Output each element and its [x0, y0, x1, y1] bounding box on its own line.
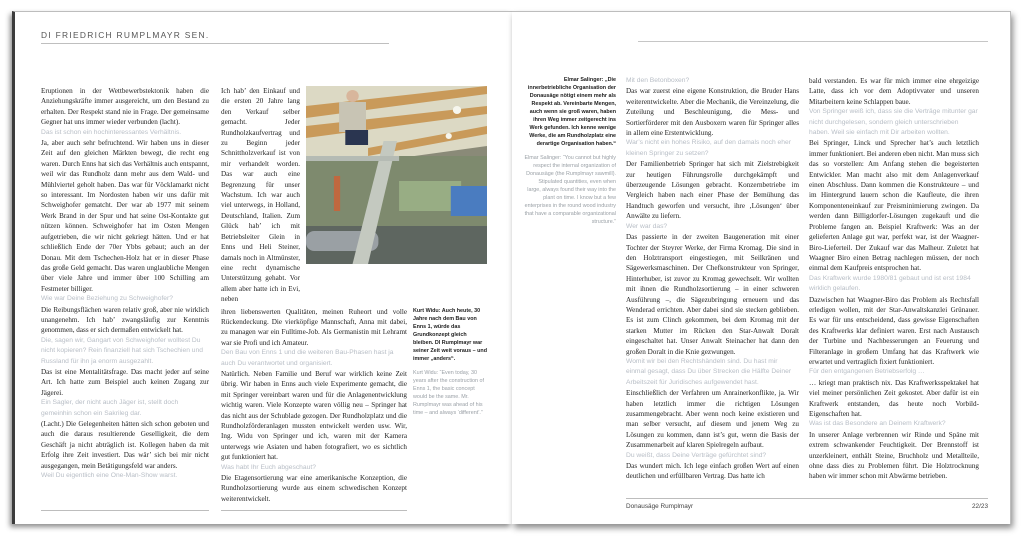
footer-rule	[221, 510, 407, 511]
column-2-bottom-row	[221, 307, 487, 505]
interview-question: Womit wir bei den Rechtshändeln sind. Du hast mir einmal gesagt, dass Du über Strecken die Hälfte Deiner Arbeitszeit für Juridisches aufgewendet hast.	[626, 357, 792, 386]
page-numbers: 22/23	[972, 503, 988, 511]
interview-answer: Das passierte in der zweiten Baugeneration mit einer Tochter der Steyrer Werke, der Firma Kromag. Die sind in den Holztransport eingestiegen, mit Seilkränen und Sägewerksmaschinen. Der Chefkonstrukteur von Springer, Hinterhuber, ist zuvor zu Kromag gewechselt. Wir wollten mit ihnen die Rundholzsortierung – in einer schweren Ausführung –, die Sägezubringung erneuern und das Wenderad errichten. Aber dabei sind sie stecken geblieben. Es ist zum Clinch gekommen, bei dem Kromag mit der starken Mutter im Rücken den Star-Anwalt Doralt eingeschaltet hat. Unser Anwalt Steinacher hat dann den großen Doralt in die Knie gezwungen.	[626, 233, 799, 356]
caption-widu	[413, 307, 487, 417]
interview-question: Was habt Ihr Euch abgeschaut?	[221, 463, 316, 471]
left-page	[12, 11, 512, 524]
interview-question: War’s nicht ein hohes Risiko, auf den damals noch eher kleinen Springer zu setzen?	[626, 139, 791, 157]
interview-answer: Eruptionen in der Wettbewerbstektonik haben die Anziehungskräfte immer ausgereicht, um den Bestand zu erhalten. Der Respekt stand nie in Frage. Der gemeinsame Gegner hat uns immer wieder verbunden (lacht).	[41, 87, 209, 127]
footer-text-row	[626, 499, 988, 510]
header-rule-right	[638, 41, 988, 42]
caption-salinger	[524, 76, 616, 226]
column-3	[626, 76, 799, 482]
right-footer	[626, 498, 988, 510]
interview-question: Du weißt, dass Deine Verträge gefürchtet sind?	[626, 451, 767, 459]
interview-answer: Das ist eine Mentalitätsfrage. Das macht jeder auf seine Art. Ich hatte zum Beispiel auch keinen Zugang zur Jägerei.	[41, 367, 209, 397]
sawmill-photo	[306, 86, 487, 264]
caption-widu-en: Kurt Widu: “Even today, 30 years after the construction of Enns 1, the basic concept would be the same. Mr. Rumplmayr was ahead of his time – and always ‘different’.”	[413, 369, 485, 416]
interview-question: Den Bau von Enns 1 und die weiteren Bau-Phasen hast ja auch Du verantwortet und organisiert.	[221, 349, 394, 367]
interview-answer: Die Reibungsflächen waren relativ groß, aber nie wirklich unangenehm. Ich hab’ zwangsläufig zur Kenntnis genommen, dass er sich dermaßen entwickelt hat.	[41, 305, 209, 335]
caption-widu-de: Kurt Widu: Auch heute, 30 Jahre nach dem Bau von Enns 1, würde das Grundkonzept gleich bleiben. DI Rumplmayr war seiner Zeit weit voraus – und immer „anders“.	[413, 307, 487, 362]
interview-answer: Das war zuerst eine eigene Konstruktion, die Bruder Hans weiterentwickelte. Aber die Mechanik, die Vereinzelung, die Zuteilung und Beschleunigung, die Mess- und Sortierförderer mit den Ausboxern waren für Springer alles in allem eine Erstentwicklung.	[626, 87, 799, 138]
footer-publication: Donausäge Rumplmayr	[626, 503, 694, 511]
interview-question: Die, sagen wir, Gangart von Schweighofer wolltest Du nicht kopieren? Rein finanziell hat sich Tschechien und Russland für ihn ja enorm ausgezahlt.	[41, 336, 203, 365]
interview-answer: Natürlich. Neben Familie und Beruf war wirklich keine Zeit übrig. Wir haben in Enns auch viele Experimente gemacht, die mit Springer vereinbart waren und für die Anlagenentwicklung wichtig waren. Viele Konzepte waren völlig neu – Springer hat das nicht aus der Schublade gezogen. Der Rundholzplatz und die Rundholzförderanlagen mussten entwickelt werden usw. Wir, Ing. Widu von Springer und ich, waren mit der Kamera unterwegs wie Asiaten und haben fotografiert, wo es sichtlich gut funktioniert hat.	[221, 369, 407, 462]
interview-answer: (Lacht.) Die Gelegenheiten hätten sich schon geboten und auch die daraus resultierende Geselligkeit, die dem Geschäft ja nicht abträglich ist. Kollegen haben da mit Erfolg ihre Zeit investiert. Das wär’ sich bei mir nicht ausgegangen, mein Betätigungsfeld war anders.	[41, 420, 209, 470]
interview-question: Was ist das Besondere an Deinem Kraftwerk?	[809, 420, 946, 428]
interview-answer: Bei Springer, Linck und Sprecher hat’s auch letztlich immer funktioniert. Bei anderen eben nicht. Man muss sich das so vorstellen: Am Anfang stehen die begeisterten Entwickler. Man macht also mit dem Anlagenverkauf einen Abschluss. Dann kommen die Konstrukteure – und im Hintergrund lauern schon die Kaufleute, die ihren Komponenteneinkauf zur Preisminimierung zwingen. Da werden dann Billigdorfer-Lösungen zugekauft und die Probleme fangen an. Beispiel Kraftwerk: Was an der gelieferten Anlage gut war, perfekt war, ist der Waagner-Biro-Lieferteil. Der Zukauf war das Malheur. Zuletzt hat Waagner Biro einen Betrag nachlegen müssen, der noch einmal dem Kaufpreis entsprochen hat.	[809, 139, 979, 273]
interview-answer: Das wundert mich. Ich lege einfach großen Wert auf einen deutlichen und erfüllbaren Vertrag. Das hatte ich	[626, 462, 799, 481]
right-body	[524, 76, 988, 492]
running-header: DI FRIEDRICH RUMPLMAYR SEN.	[41, 30, 389, 44]
right-page	[512, 11, 1011, 524]
column-2-block	[221, 86, 487, 504]
column-2-bottom	[221, 307, 407, 505]
column-4	[809, 76, 979, 482]
column-1	[41, 86, 209, 481]
interview-question: Mit den Betonboxen?	[626, 77, 690, 84]
photo-sawmill-icon	[306, 86, 487, 264]
interview-question: Wie war Deine Beziehung zu Schweighofer?	[41, 295, 173, 303]
interview-question: Das ist schon ein hochinteressantes Verhältnis.	[41, 128, 182, 136]
left-body	[41, 86, 490, 504]
interview-answer: Ja, aber auch sehr befruchtend. Wir haben uns in dieser Zeit auf den gleichen Märkten bewegt, die recht eng waren. Durch Enns hat sich das Verhältnis auch entspannt, weil wir das Rundholz dann mehr aus dem Wald- und Mühlviertel geholt haben. Das war für Vöcklamarkt nicht so interessant. Im Nordosten haben wir uns dafür mit Schweighofer gematcht. Der war ab 1977 mit seinem Werk Brand in der Spur und hat seine Ost-Kontakte gut nützen können. Schweighofer hat im Osten Mengen aufgetrieben, die wir nicht gekriegt hätten. Und er hat schließlich Ende der 70er Ybbs gebaut; auch an der Donau. Mit dem Tschechen-Holz hat er in dieser Phase das große Geld gemacht. Das waren unglaubliche Mengen über viele Jahre und immer über 100 Schilling am Festmeter billiger.	[41, 139, 209, 293]
interview-question: Für den entgangenen Betriebserfolg …	[809, 368, 925, 376]
interview-answer: Dazwischen hat Waagner-Biro das Problem als Rechtsfall erledigen wollen, mit der Star-Anwaltskanzlei Grünauer. Es war für uns entscheidend, dass gewisse Eigenschaften des Kraftwerks klar definiert waren. Erst nach Austausch der Turbine und Nachbesserungen an Feuerung und Filteranlage in großem Umfang hat das Kraftwerk wie erwartet und vertraglich fixiert funktioniert.	[809, 295, 979, 366]
interview-answer: In unserer Anlage verbrennen wir Rinde und Späne mit extrem schwankender Feuchtigkeit. Der Brennstoff ist unzerkleinert, enthält Steine, Bruchholz und Metallteile, ohne dass dies zu Problemen führt. Die Holztrocknung haben wir immer schon mit Abwärme betrieben.	[809, 430, 979, 481]
interview-answer: Die Etagensortierung war eine amerikanische Konzeption, die Rundholzsortierung wurde aus einem schwedischen Konzept weiterentwickelt.	[221, 474, 407, 503]
caption-salinger-en: Elmar Salinger: “You cannot but highly respect the internal organization of Donausäge (the Rumplmayr sawmill). Stipulated quantities, even when large, always found their way into the plant on time. I know but a few enterprises in the round wood industry that have a comparable organizational structure.”	[524, 155, 616, 225]
interview-answer: Einschließlich der Verfahren um Anrainerkonflikte, ja. Wir haben letztlich immer die richtigen Lösungen zusammengebracht. Aber wenn noch keine existieren und man selber versucht, auf diesem und jenem Weg zu Lösungen zu kommen, dann ist’s gut, wenn die Basis der Zusammenarbeit auf klaren Spielregeln aufbaut.	[626, 389, 799, 450]
column-2-top-row	[221, 86, 487, 305]
interview-answer: Ich hab’ den Einkauf und die ersten 20 Jahre lang den Verkauf selber gemacht. Jeder Rundholzkaufvertrag und zu Beginn jeder Schnittholzverkauf ist von mir verhandelt worden. Das war auch eine Begrenzung für unser Wachstum. Ich war auch viel unterwegs, in Holland, Deutschland, Italien. Zum Glück hab’ ich mit Betriebsleiter Glein in Enns und Heli Steiner, damals noch in Altmünster, eine recht dynamische Unterstützung gehabt. Vor allem aber hatte ich in Evi, neben	[221, 87, 300, 304]
interview-question: Das Kraftwerk wurde 1980/81 gebaut und ist erst 1984 wirklich gelaufen.	[809, 274, 971, 293]
interview-answer: ihren liebenswerten Qualitäten, meinen Ruheort und volle Rückendeckung. Die vierköpfige Mannschaft, Anna mit dabei, zu managen war ein Fulltime-Job. Als Germanistin mit Lehramt war sie Profi und ich Amateur.	[221, 307, 407, 347]
interview-question: Wer war das?	[626, 222, 668, 230]
interview-answer: … kriegt man praktisch nix. Das Kraftwerksspektakel hat viel meiner persönlichen Zeit gekostet. Aber dafür ist ein Kraftwerk entstanden, das heute noch Vorbild-Eigenschaften hat.	[809, 378, 979, 418]
column-2-top	[221, 86, 300, 305]
interview-answer: bald verstanden. Es war für mich immer eine ehrgeizige Latte, dass ich vor dem Adoptivvater und unseren Mitarbeitern keine Schlappen baue.	[809, 77, 979, 106]
interview-question: Von Springer weiß ich, dass sie die Verträge mitunter gar nicht durchgelesen, sondern gleich unterschrieben haben. Weil sie einfach mit Dir arbeiten wollten.	[809, 108, 978, 137]
interview-answer: Der Familienbetrieb Springer hat sich mit Zielstrebigkeit zur heutigen Führungsrolle durchgekämpft und überzeugende Lösungen gebracht. Konzernbetriebe im Vergleich haben nach einer Phase der Bemühung das Handtuch geworfen und versucht, ihre ‚Lösungen‘ über Anwälte zu liefern.	[626, 160, 799, 221]
interview-question: Ein Sagler, der nicht auch Jäger ist, stellt doch gemeinhin schon ein Sakrileg dar.	[41, 399, 179, 417]
footer-rule	[41, 510, 209, 511]
caption-salinger-de: Elmar Salinger: „Die innerbetriebliche Organisation der Donausäge nötigt einem mehr als Respekt ab. Vereinbarte Mengen, auch wenn sie groß waren, haben ihren Weg immer zeitgerecht ins Werk gefunden. Ich kenne wenige Werke, die am Rundholzplatz eine derartige Organisation haben.“	[527, 77, 616, 147]
interview-question: Weil Du eigentlich eine One-Man-Show warst.	[41, 472, 178, 480]
